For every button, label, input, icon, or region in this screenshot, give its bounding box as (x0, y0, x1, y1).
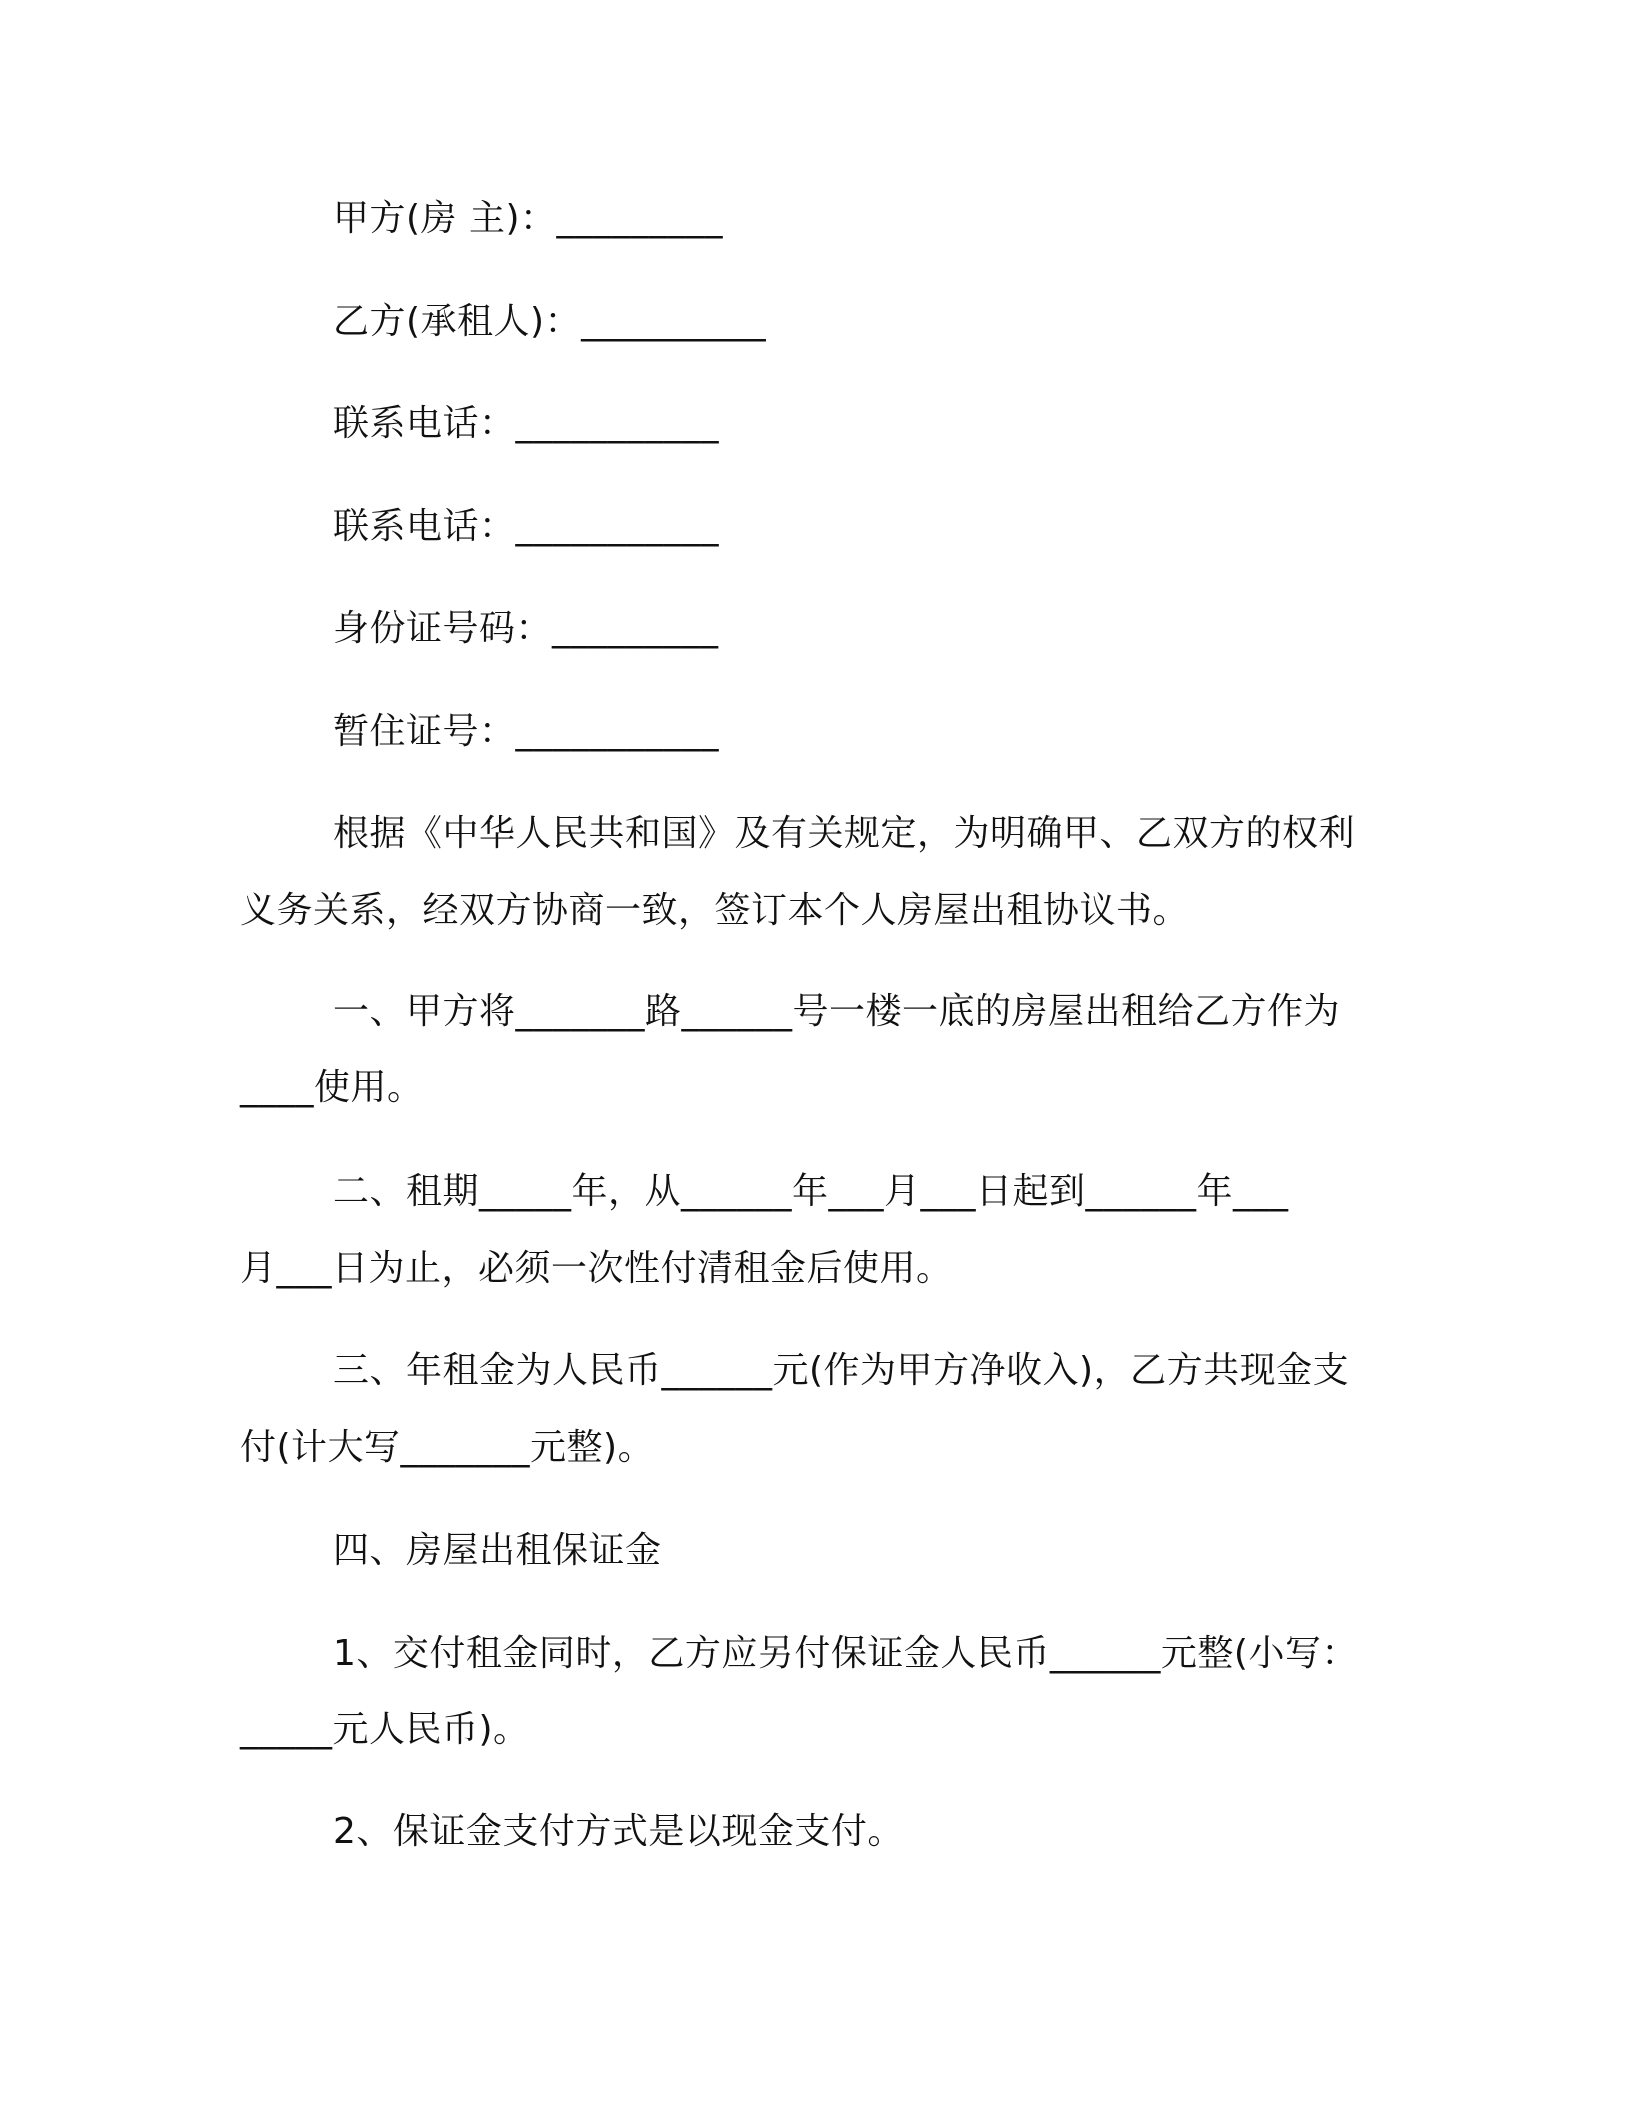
section-4-item-2: 2、保证金支付方式是以现金支付。 (333, 1811, 904, 1852)
field-temp-residence-permit: 暂住证号：___________ (333, 711, 720, 752)
clause-3-line2: 付(计大写_______元整)。 (240, 1427, 655, 1468)
field-landlord: 甲方(房 主)：_________ (333, 198, 724, 239)
clause-3-line1: 三、年租金为人民币______元(作为甲方净收入)，乙方共现金支 (333, 1350, 1350, 1391)
paragraph-intro-line2: 义务关系，经双方协商一致，签订本个人房屋出租协议书。 (240, 890, 1190, 931)
field-id-number: 身份证号码：_________ (333, 608, 719, 649)
clause-2-line1: 二、租期_____年，从______年___月___日起到______年___ (333, 1171, 1289, 1212)
paragraph-intro-line1: 根据《中华人民共和国》及有关规定，为明确甲、乙双方的权利 (333, 813, 1356, 854)
clause-1-line2: ____使用。 (240, 1067, 424, 1108)
clause-2-line2: 月___日为止，必须一次性付清租金后使用。 (240, 1248, 953, 1289)
field-tenant: 乙方(承租人)：__________ (333, 301, 767, 342)
section-4-item-1-line1: 1、交付租金同时，乙方应另付保证金人民币______元整(小写： (333, 1633, 1358, 1674)
section-4-title: 四、房屋出租保证金 (333, 1530, 662, 1571)
field-phone-1: 联系电话：___________ (333, 403, 720, 444)
clause-1-line1: 一、甲方将_______路______号一楼一底的房屋出租给乙方作为 (333, 991, 1341, 1032)
field-phone-2: 联系电话：___________ (333, 506, 720, 547)
section-4-item-1-line2: _____元人民币)。 (240, 1709, 530, 1750)
